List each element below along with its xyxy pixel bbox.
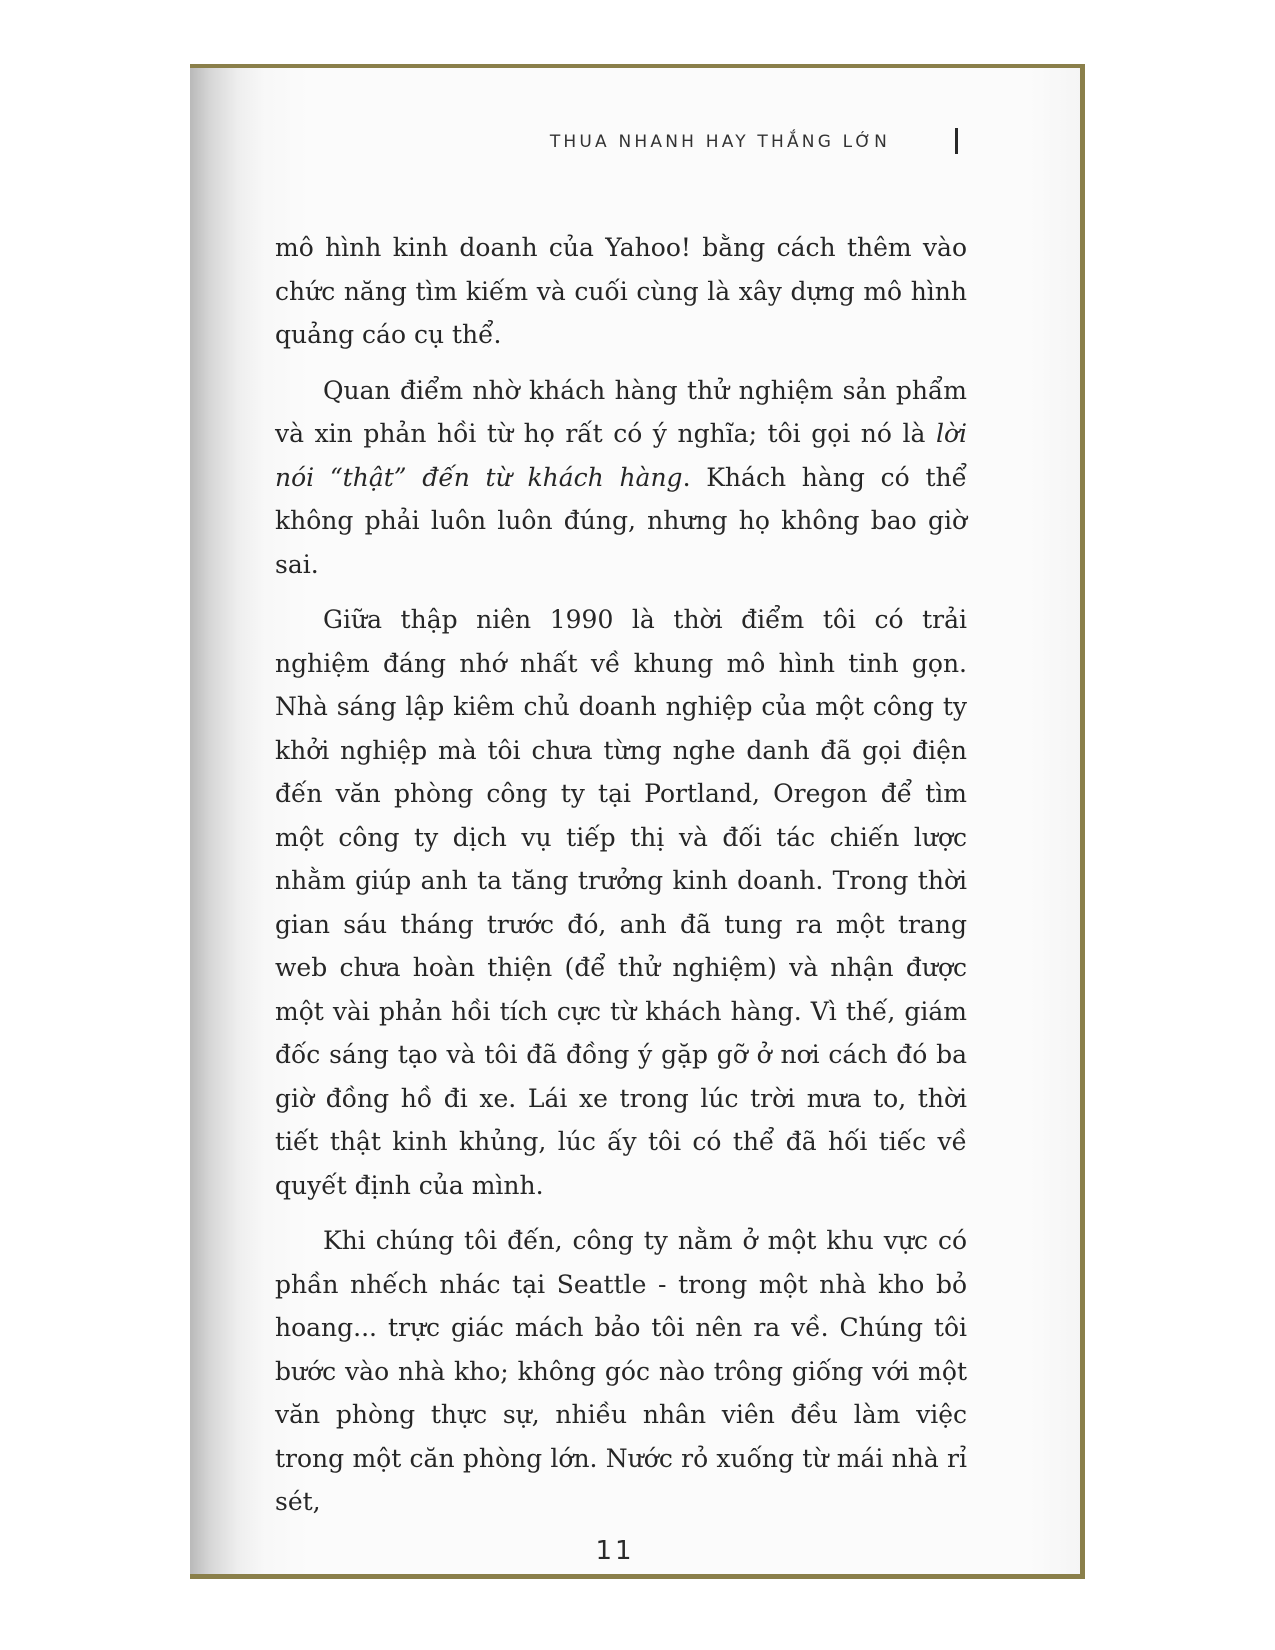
paragraph-4: Khi chúng tôi đến, công ty nằm ở một khu vực có phần nhếch nhác tại Seattle - trong một nhà kho bỏ hoang... trực giác mách bảo tôi nên ra về. Chúng tôi bước vào nhà kho; không góc nào trông giống với một văn phòng thực sự, nhiều nhân viên đều làm việc trong một căn phòng lớn. Nước rỏ xuống từ mái nhà rỉ sét, <box>275 1226 967 1516</box>
paragraph-2-emphasis: lời nói “thật” đến từ khách hàng <box>275 419 967 492</box>
paragraph-3: Giữa thập niên 1990 là thời điểm tôi có trải nghiệm đáng nhớ nhất về khung mô hình tinh gọn. Nhà sáng lập kiêm chủ doanh nghiệp của một công ty khởi nghiệp mà tôi chưa từng nghe danh đã gọi điện đến văn phòng công ty tại Portland, Oregon để tìm một công ty dịch vụ tiếp thị và đối tác chiến lược nhằm giúp anh ta tăng trưởng kinh doanh. Trong thời gian sáu tháng trước đó, anh đã tung ra một trang web chưa hoàn thiện (để thử nghiệm) và nhận được một vài phản hồi tích cực từ khách hàng. Vì thế, giám đốc sáng tạo và tôi đã đồng ý gặp gỡ ở nơi cách đó ba giờ đồng hồ đi xe. Lái xe trong lúc trời mưa to, thời tiết thật kinh khủng, lúc ấy tôi có thể đã hối tiếc về quyết định của mình. <box>275 605 967 1200</box>
running-header-title: THUA NHANH HAY THẮNG LỚN <box>549 132 890 152</box>
paragraph-2 <box>275 369 967 587</box>
page-number: 11 <box>595 1536 635 1566</box>
header-rule <box>955 128 958 154</box>
paragraph-2-start: Quan điểm nhờ khách hàng thử nghiệm sản phẩm và xin phản hồi từ họ rất có ý nghĩa; tôi gọi nó là <box>275 375 967 448</box>
body-text <box>275 226 967 1536</box>
paragraph-2-end: . Khách hàng có thể không phải luôn luôn đúng, nhưng họ không bao giờ sai. <box>275 462 967 579</box>
paragraph-1: mô hình kinh doanh của Yahoo! bằng cách thêm vào chức năng tìm kiếm và cuối cùng là xây dựng mô hình quảng cáo cụ thể. <box>275 233 967 349</box>
book-page <box>190 68 1080 1574</box>
